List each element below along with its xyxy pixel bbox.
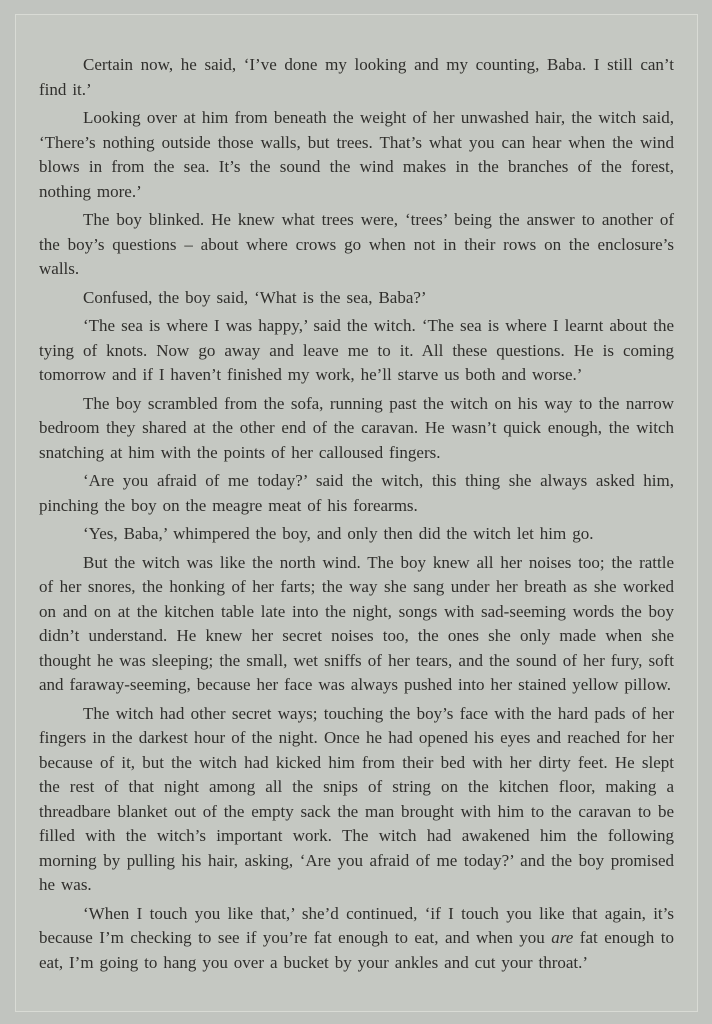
text-segment: But the witch was like the north wind. The boy knew all her noises too; the rattle of her snores, the honking of her farts; the way she sang under her breath as she worked on and on at the kitchen table late into the night, songs with sad-seeming words the boy didn’t understand. He knew her secret noises too, the ones she only made when she thought he was sleeping; the small, wet sniffs of her tears, and the sound of her fury, soft and faraway-seeming, because her face was always pushed into her stained yellow pillow. (39, 552, 674, 694)
paragraph (39, 106, 674, 204)
italic-text: are (551, 928, 574, 947)
paragraph (39, 286, 674, 311)
paragraph (39, 469, 674, 518)
paragraph (39, 392, 674, 466)
book-page (15, 14, 698, 1012)
paragraph (39, 208, 674, 282)
paragraph (39, 522, 674, 547)
text-segment: ‘Are you afraid of me today?’ said the witch, this thing she always asked him, pinching the boy on the meagre meat of his forearms. (39, 471, 674, 515)
paragraph (39, 53, 674, 102)
text-segment: fat enough to eat, I’m going to hang you over a bucket by your ankles and cut your throat.’ (39, 928, 674, 972)
text-segment: Looking over at him from beneath the weight of her unwashed hair, the witch said, ‘There’s nothing outside those walls, but trees. That’s what you can hear when the wind blows in from the sea. It’s the sound the wind makes in the branches of the forest, nothing more.’ (39, 108, 674, 201)
paragraph (39, 702, 674, 898)
page-text (39, 53, 674, 975)
paragraph (39, 902, 674, 976)
text-segment: The boy blinked. He knew what trees were, ‘trees’ being the answer to another of the boy’s questions – about where crows go when not in their rows on the enclosure’s walls. (39, 210, 674, 278)
text-segment: The boy scrambled from the sofa, running past the witch on his way to the narrow bedroom they shared at the other end of the caravan. He wasn’t quick enough, the witch snatching at him with the points of her calloused fingers. (39, 393, 674, 462)
paragraph (39, 314, 674, 388)
text-segment: Confused, the boy said, ‘What is the sea, Baba?’ (83, 287, 427, 307)
text-segment: ‘When I touch you like that,’ she’d continued, ‘if I touch you like that again, it’s because I’m checking to see if you’re fat enough to eat, and when you (39, 903, 674, 947)
paragraph (39, 551, 674, 698)
text-segment: ‘The sea is where I was happy,’ said the witch. ‘The sea is where I learnt about the tying of knots. Now go away and leave me to it. All these questions. He is coming tomorrow and if I haven’t finished my work, he’ll starve us both and worse.’ (39, 316, 674, 384)
text-segment: ‘Yes, Baba,’ whimpered the boy, and only then did the witch let him go. (83, 524, 594, 543)
text-segment: Certain now, he said, ‘I’ve done my looking and my counting, Baba. I still can’t find it.’ (39, 55, 674, 99)
text-segment: The witch had other secret ways; touching the boy’s face with the hard pads of her fingers in the darkest hour of the night. Once he had opened his eyes and reached for her because of it, but the witch had kicked him from their bed with her dirty feet. He slept the rest of that night among all the snips of string on the kitchen floor, making a threadbare blanket out of the empty sack the man brought with him to the caravan to be filled with the witch’s important work. The witch had awakened him the following morning by pulling his hair, asking, ‘Are you afraid of me today?’ and the boy promised he was. (39, 703, 674, 894)
